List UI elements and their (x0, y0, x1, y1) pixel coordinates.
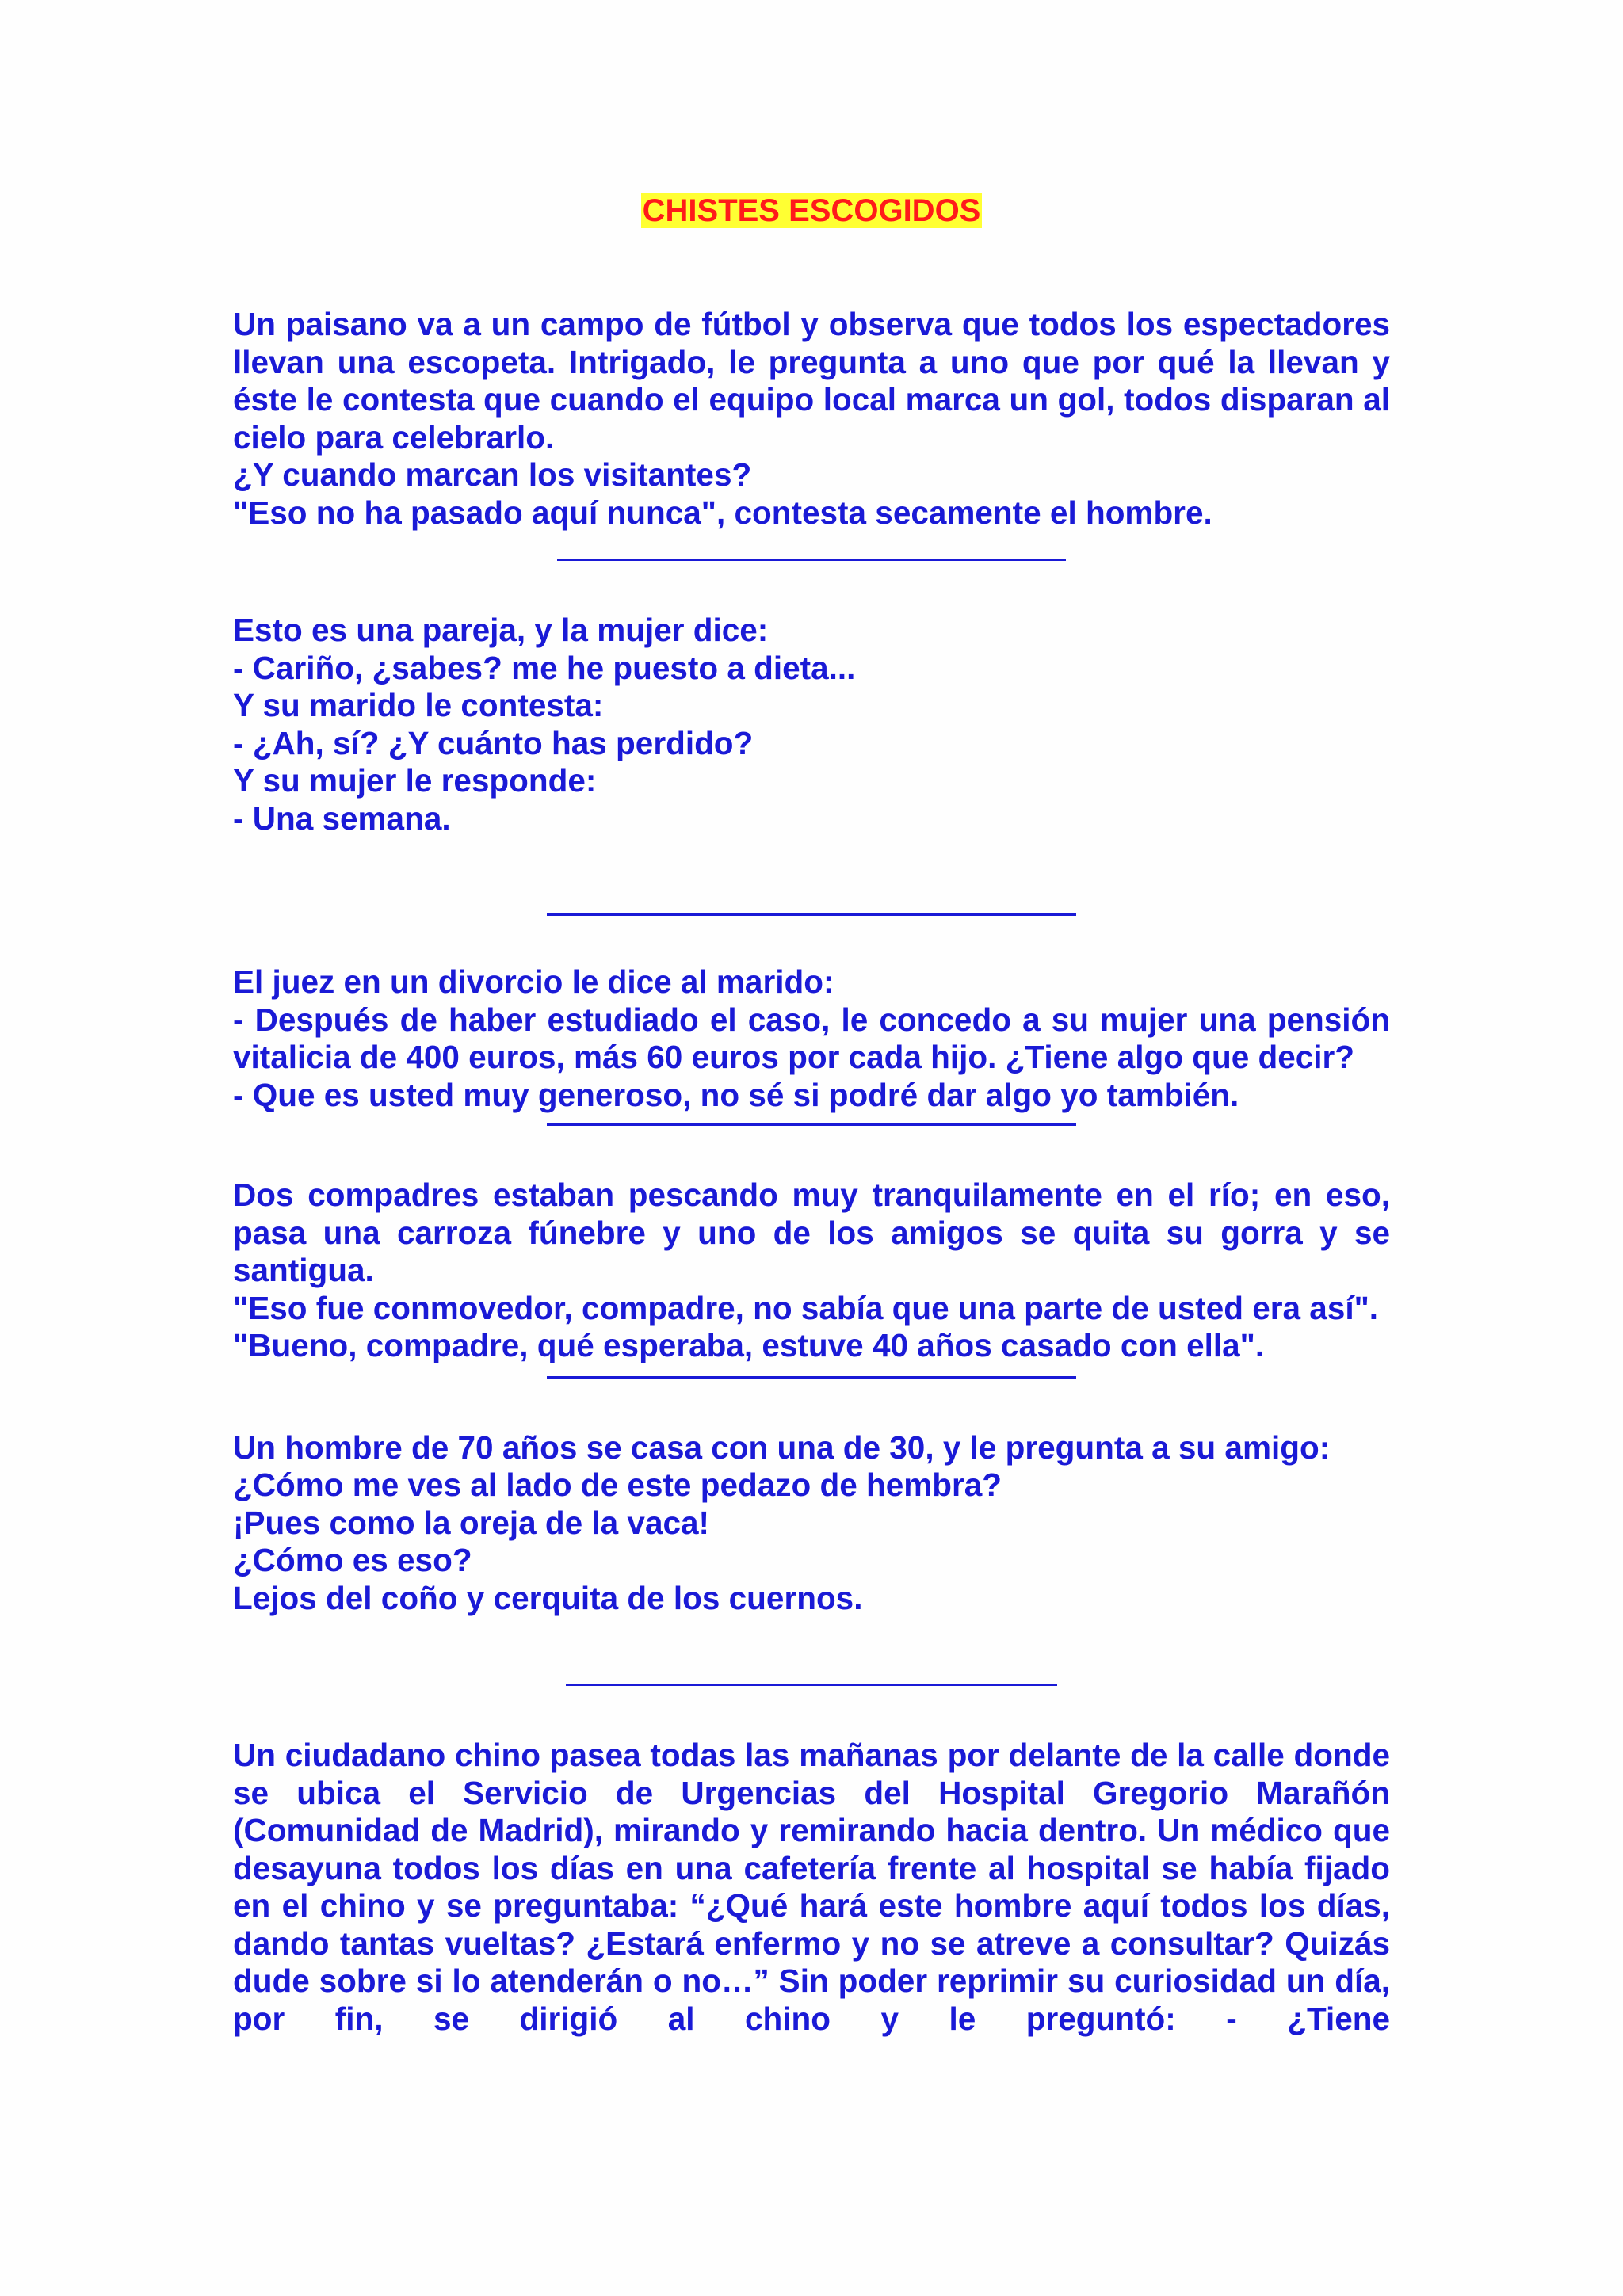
joke-paragraph: El juez en un divorcio le dice al marido: (233, 963, 834, 1000)
joke-paragraph: Esto es una pareja, y la mujer dice: (233, 612, 769, 648)
joke-fishing (233, 1177, 1390, 1365)
joke-paragraph: ¿Cómo me ves al lado de este pedazo de hembra? (233, 1466, 1002, 1503)
joke-paragraph: - Cariño, ¿sabes? me he puesto a dieta... (233, 649, 856, 686)
joke-diet (233, 612, 1390, 837)
document-title-text: CHISTES ESCOGIDOS (642, 193, 981, 228)
joke-paragraph: ¿Y cuando marcan los visitantes? (233, 456, 752, 493)
joke-paragraph: - Una semana. (233, 799, 451, 837)
joke-divorce (233, 963, 1390, 1114)
joke-paragraph: Dos compadres estaban pescando muy tranquilamente en el río; en eso, pasa una carroza fúnebre y uno de los amigos se quita su gorra y se santigua. (233, 1177, 1390, 1288)
joke-paragraph: - ¿Ah, sí? ¿Y cuánto has perdido? (233, 724, 754, 761)
joke-paragraph: Lejos del coño y cerquita de los cuernos. (233, 1579, 863, 1616)
joke-paragraph: Y su mujer le responde: (233, 762, 597, 799)
joke-paragraph: "Eso fue conmovedor, compadre, no sabía que una parte de usted era así". (233, 1289, 1379, 1326)
separator-line (566, 1684, 1057, 1686)
separator-line (547, 913, 1076, 916)
joke-paragraph: - Que es usted muy generoso, no sé si podré dar algo yo también. (233, 1076, 1239, 1113)
document-title (0, 190, 1623, 231)
joke-paragraph: Y su marido le contesta: (233, 687, 604, 723)
separator-line (547, 1123, 1076, 1126)
joke-paragraph: "Bueno, compadre, qué esperaba, estuve 40 años casado con ella". (233, 1327, 1265, 1363)
separator-line (557, 559, 1066, 561)
joke-paragraph: "Eso no ha pasado aquí nunca", contesta secamente el hombre. (233, 494, 1212, 531)
joke-paragraph: ¿Cómo es eso? (233, 1542, 472, 1578)
joke-hospital (233, 1737, 1390, 2038)
joke-cow-ear (233, 1429, 1390, 1618)
joke-paragraph: Un ciudadano chino pasea todas las mañanas por delante de la calle donde se ubica el Servicio de Urgencias del Hospital Gregorio Marañón (Comunidad de Madrid), mirando y remirando hacia dentro. Un médico que desayuna todos los días en una cafetería frente al hospital se había fijado en el chino y se preguntaba: “¿Qué hará este hombre aquí todos los días, dando tantas vueltas? ¿Estará enfermo y no se atreve a consultar? Quizás dude sobre si lo atenderán o no…” Sin poder reprimir su curiosidad un día, por fin, se dirigió al chino y le preguntó: - ¿Tiene (233, 1737, 1390, 2037)
separator-line (547, 1376, 1076, 1379)
joke-paragraph: Un paisano va a un campo de fútbol y observa que todos los espectadores llevan una escopeta. Intrigado, le pregunta a uno que por qué la llevan y éste le contesta que cuando el equipo local marca un gol, todos disparan al cielo para celebrarlo. (233, 306, 1390, 456)
joke-paragraph: ¡Pues como la oreja de la vaca! (233, 1504, 710, 1541)
joke-paragraph: Un hombre de 70 años se casa con una de 30, y le pregunta a su amigo: (233, 1428, 1331, 1466)
document-body (233, 306, 1390, 2038)
joke-football (233, 306, 1390, 532)
joke-paragraph: - Después de haber estudiado el caso, le concedo a su mujer una pensión vitalicia de 400 euros, más 60 euros por cada hijo. ¿Tiene algo que decir? (233, 1001, 1390, 1075)
